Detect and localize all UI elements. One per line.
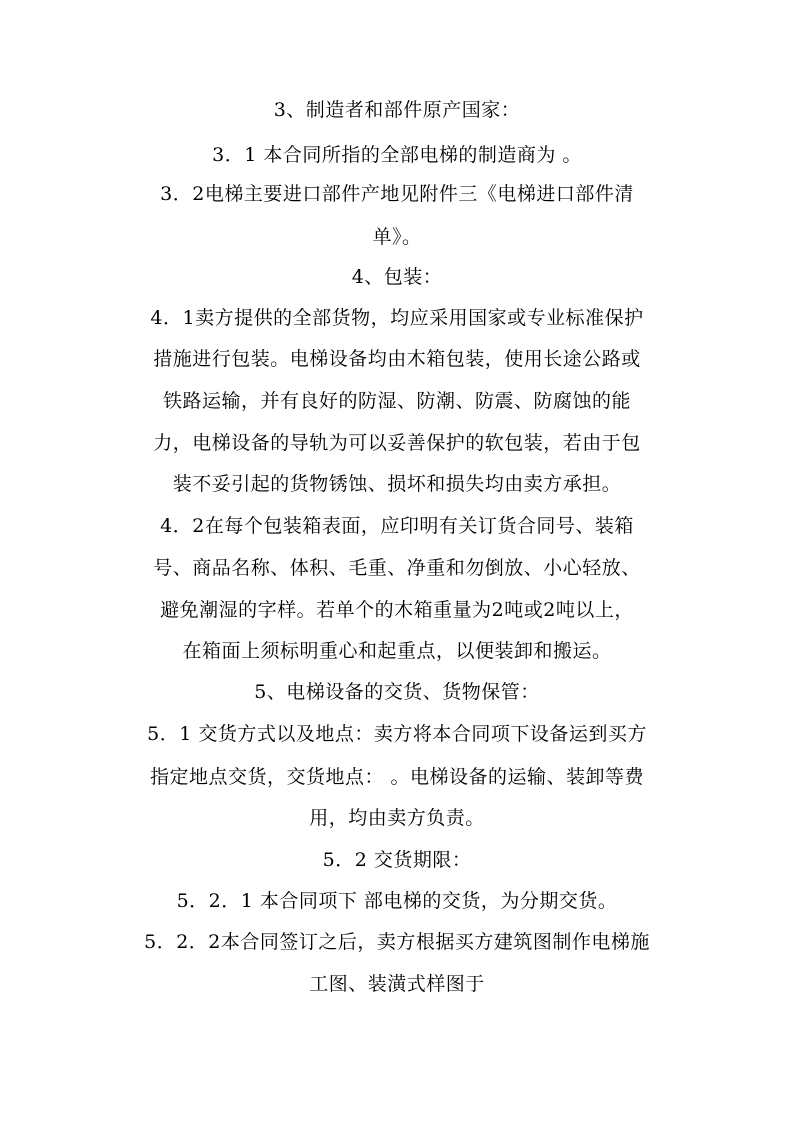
heading-delivery-period: 5．2 交货期限： [322, 849, 472, 871]
clause-4-2-line-3: 避免潮湿的字样。若单个的木箱重量为2吨或2吨以上， [160, 599, 634, 621]
clause-3-1: 3．1 本合同所指的全部电梯的制造商为 。 [212, 144, 582, 166]
clause-4-1-line-5: 装不妥引起的货物锈蚀、损坏和损失均由卖方承担。 [172, 473, 622, 495]
clause-3-2-line-1: 3．2电梯主要进口部件产地见附件三《电梯进口部件清 [160, 183, 634, 205]
heading-delivery-storage: 5、电梯设备的交货、货物保管： [254, 681, 540, 703]
heading-packaging: 4、包装： [351, 266, 443, 288]
clause-5-2-1: 5．2．1 本合同项下 部电梯的交货，为分期交货。 [176, 890, 618, 912]
clause-4-1-line-1: 4．1卖方提供的全部货物，均应采用国家或专业标准保护 [150, 307, 644, 329]
clause-5-1-line-2: 指定地点交货，交货地点： 。电梯设备的运输、装卸等费 [149, 766, 645, 788]
clause-4-1-line-2: 措施进行包装。电梯设备均由木箱包装，使用长途公路或 [153, 348, 641, 370]
clause-4-2-line-2: 号、商品名称、体积、毛重、净重和勿倒放、小心轻放、 [153, 557, 641, 579]
clause-4-2-line-1: 4．2在每个包装箱表面，应印明有关订货合同号、装箱 [160, 515, 634, 537]
clause-5-2-2-line-2: 工图、装潢式样图于 [309, 973, 485, 995]
clause-5-2-2-line-1: 5．2．2本合同签订之后，卖方根据买方建筑图制作电梯施 [144, 931, 650, 953]
clause-5-1-line-3: 用，均由卖方负责。 [309, 807, 485, 829]
clause-4-1-line-3: 铁路运输，并有良好的防湿、防潮、防震、防腐蚀的能 [162, 390, 631, 412]
clause-5-1-line-1: 5．1 交货方式以及地点：卖方将本合同项下设备运到买方 [147, 723, 647, 745]
clause-4-1-line-4: 力，电梯设备的导轨为可以妥善保护的软包装，若由于包 [153, 432, 641, 454]
clause-3-2-line-2: 单》。 [372, 226, 422, 248]
clause-4-2-line-4: 在箱面上须标明重心和起重点，以便装卸和搬运。 [182, 640, 612, 662]
heading-manufacturer-origin: 3、制造者和部件原产国家： [273, 99, 521, 121]
